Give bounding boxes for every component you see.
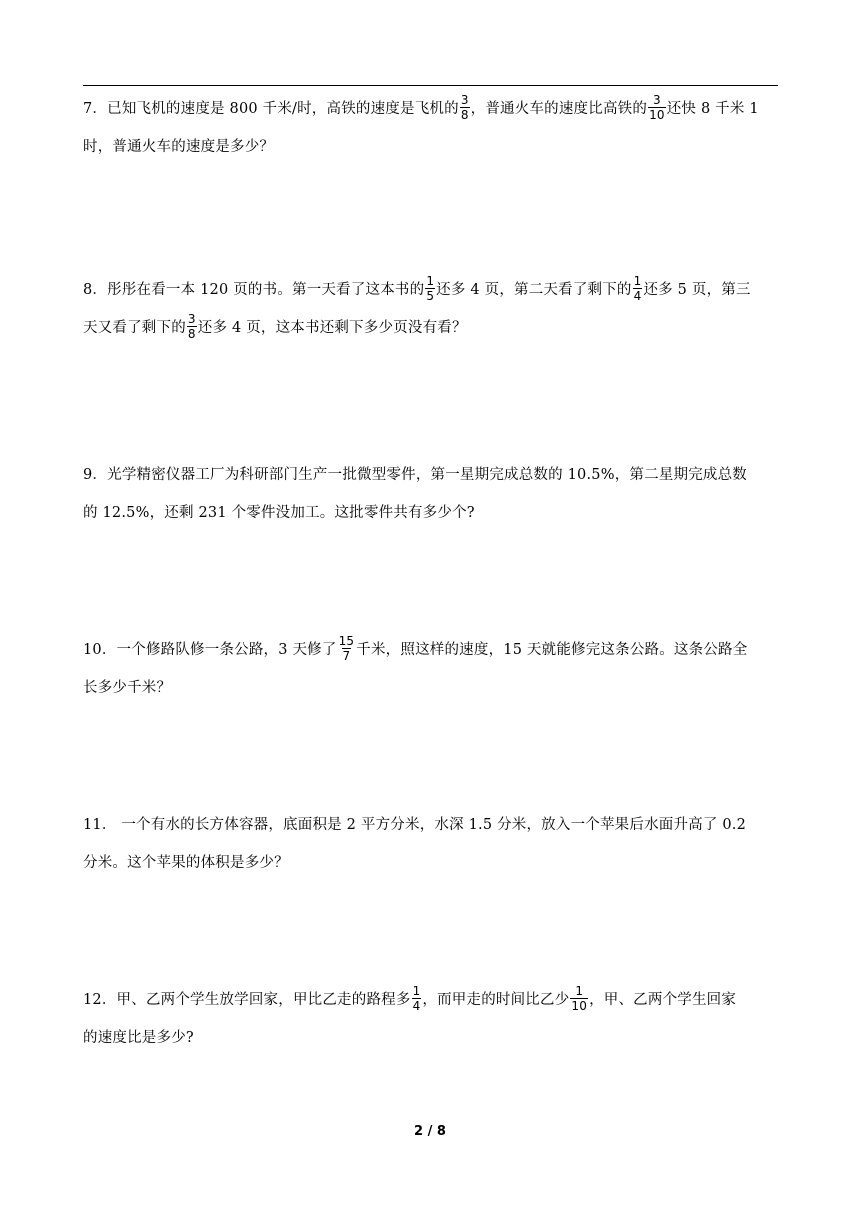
- question-10-line-1: 10．一个修路队修一条公路，3 天修了 $\frac{15}{7}$ 千米，照这样的速度，15 天就能修完这条公路。这条公路全: [83, 633, 748, 663]
- question-11-line-1: 11． 一个有水的长方体容器，底面积是 2 平方分米，水深 1.5 分米，放入一个苹果后水面升高了 0.2: [83, 817, 747, 833]
- fraction: $\frac{3}{8}$: [187, 311, 196, 341]
- question-10: [83, 631, 780, 707]
- question-12: [83, 981, 780, 1057]
- fraction: $\frac{1}{10}$: [571, 983, 588, 1013]
- question-8-line-1: 8．彤彤在看一本 120 页的书。第一天看了这本书的 $\frac{1}{5}$ 还多 4 页，第二天看了剩下的 $\frac{1}{4}$ 还多 5 页，第三: [83, 273, 751, 303]
- question-12-line-2: 的速度比是多少?: [83, 1030, 194, 1046]
- fraction: $\frac{1}{4}$: [633, 273, 642, 303]
- question-11-line-2: 分米。这个苹果的体积是多少？: [83, 855, 289, 871]
- fraction: $\frac{1}{5}$: [426, 273, 435, 303]
- question-8: [83, 271, 780, 347]
- page-number: 2 / 8: [414, 1124, 446, 1139]
- fraction: $\frac{3}{8}$: [460, 92, 469, 122]
- question-7-line-2: 时，普通火车的速度是多少？: [83, 139, 275, 155]
- question-7: [83, 90, 780, 166]
- question-9-line-2: 的 12.5%，还剩 231 个零件没加工。这批零件共有多少个?: [83, 505, 475, 521]
- fraction: $\frac{3}{10}$: [649, 92, 665, 122]
- fraction: $\frac{1}{4}$: [412, 983, 421, 1013]
- question-9: [83, 456, 780, 532]
- question-11: [83, 806, 780, 882]
- question-9-line-1: 9．光学精密仪器工厂为科研部门生产一批微型零件，第一星期完成总数的 10.5%，第二星期完成总数: [83, 467, 747, 483]
- question-7-line-1: 7．已知飞机的速度是 800 千米/时，高铁的速度是飞机的 $\frac{3}{8}$ ，普通火车的速度比高铁的 $\frac{3}{10}$ 还快 8 千米 1: [83, 92, 759, 122]
- question-8-line-2: 天又看了剩下的 $\frac{3}{8}$ 还多 4 页，这本书还剩下多少页没有看？: [83, 311, 467, 341]
- question-10-line-2: 长多少千米？: [83, 680, 172, 696]
- fraction: $\frac{15}{7}$: [338, 633, 355, 663]
- question-12-line-1: 12．甲、乙两个学生放学回家，甲比乙走的路程多 $\frac{1}{4}$ ，而甲走的时间比乙少 $\frac{1}{10}$ ，甲、乙两个学生回家: [83, 983, 737, 1013]
- header-rule: [83, 85, 778, 86]
